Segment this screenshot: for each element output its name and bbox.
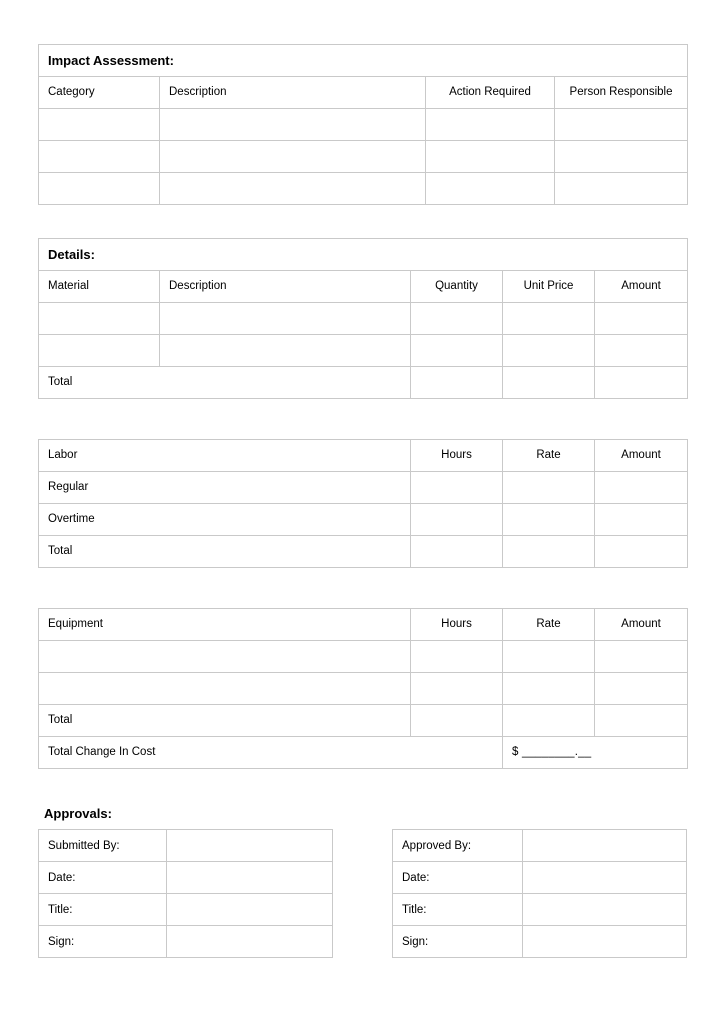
approvals-heading: Approvals: [44, 806, 112, 821]
column-header-description: Description [160, 77, 426, 109]
cell-hours[interactable] [411, 673, 503, 705]
equipment-total-rate[interactable] [503, 705, 595, 737]
cell-action-required[interactable] [426, 173, 555, 205]
column-header-labor: Labor [39, 440, 411, 472]
label-approved-title: Title: [393, 894, 523, 926]
column-header-hours: Hours [411, 440, 503, 472]
total-change-in-cost-value[interactable]: $ ________.__ [503, 737, 688, 769]
label-submitted-title: Title: [39, 894, 167, 926]
cell-description[interactable] [160, 141, 426, 173]
cell-amount[interactable] [595, 504, 688, 536]
cell-hours[interactable] [411, 472, 503, 504]
equipment-header-row [39, 609, 688, 641]
cell-material[interactable] [39, 303, 160, 335]
column-header-amount: Amount [595, 271, 688, 303]
value-submitted-date[interactable] [167, 862, 333, 894]
cell-hours[interactable] [411, 641, 503, 673]
value-submitted-title[interactable] [167, 894, 333, 926]
column-header-rate: Rate [503, 609, 595, 641]
equipment-total-amount[interactable] [595, 705, 688, 737]
label-submitted-by: Submitted By: [39, 830, 167, 862]
table-row [39, 141, 688, 173]
column-header-action-required: Action Required [426, 77, 555, 109]
table-row [39, 109, 688, 141]
table-row [393, 830, 687, 862]
labor-total-amount[interactable] [595, 536, 688, 568]
equipment-total-label: Total [39, 705, 411, 737]
cell-rate[interactable] [503, 472, 595, 504]
cell-category[interactable] [39, 109, 160, 141]
table-row [39, 173, 688, 205]
cell-unit-price[interactable] [503, 335, 595, 367]
table-row [39, 862, 333, 894]
cell-equipment[interactable] [39, 641, 411, 673]
value-approved-sign[interactable] [523, 926, 687, 958]
cell-equipment[interactable] [39, 673, 411, 705]
table-row [39, 894, 333, 926]
table-row [393, 926, 687, 958]
cell-action-required[interactable] [426, 109, 555, 141]
cell-amount[interactable] [595, 472, 688, 504]
approvals-submitted-table [38, 829, 333, 958]
table-row [39, 641, 688, 673]
column-header-category: Category [39, 77, 160, 109]
approvals-approved-table [392, 829, 687, 958]
details-table [38, 238, 688, 399]
table-row [39, 335, 688, 367]
cell-rate[interactable] [503, 504, 595, 536]
impact-assessment-table [38, 44, 688, 205]
details-total-amount[interactable] [595, 367, 688, 399]
column-header-person-responsible: Person Responsible [555, 77, 688, 109]
labor-total-hours[interactable] [411, 536, 503, 568]
details-total-quantity[interactable] [411, 367, 503, 399]
cell-rate[interactable] [503, 641, 595, 673]
cell-person-responsible[interactable] [555, 141, 688, 173]
label-approved-sign: Sign: [393, 926, 523, 958]
cell-quantity[interactable] [411, 335, 503, 367]
cell-category[interactable] [39, 173, 160, 205]
equipment-total-row [39, 705, 688, 737]
approvals-row [38, 829, 687, 958]
label-submitted-sign: Sign: [39, 926, 167, 958]
value-submitted-by[interactable] [167, 830, 333, 862]
column-header-hours: Hours [411, 609, 503, 641]
labor-total-row [39, 536, 688, 568]
label-approved-date: Date: [393, 862, 523, 894]
cell-category[interactable] [39, 141, 160, 173]
cell-amount[interactable] [595, 673, 688, 705]
labor-table [38, 439, 688, 568]
total-change-in-cost-row [39, 737, 688, 769]
table-row [39, 303, 688, 335]
details-total-unit-price[interactable] [503, 367, 595, 399]
cell-amount[interactable] [595, 335, 688, 367]
label-approved-by: Approved By: [393, 830, 523, 862]
impact-assessment-header-row [39, 77, 688, 109]
labor-row-label-overtime: Overtime [39, 504, 411, 536]
cell-description[interactable] [160, 173, 426, 205]
cell-amount[interactable] [595, 303, 688, 335]
cell-description[interactable] [160, 335, 411, 367]
details-title-row [39, 239, 688, 271]
cell-description[interactable] [160, 303, 411, 335]
table-row [39, 504, 688, 536]
labor-row-label-regular: Regular [39, 472, 411, 504]
section-spacer [38, 205, 687, 238]
column-header-amount: Amount [595, 609, 688, 641]
cell-person-responsible[interactable] [555, 109, 688, 141]
section-spacer [38, 568, 687, 608]
equipment-table [38, 608, 688, 769]
cell-quantity[interactable] [411, 303, 503, 335]
equipment-total-hours[interactable] [411, 705, 503, 737]
cell-amount[interactable] [595, 641, 688, 673]
column-header-unit-price: Unit Price [503, 271, 595, 303]
labor-total-label: Total [39, 536, 411, 568]
column-header-material: Material [39, 271, 160, 303]
details-section-title: Details: [39, 239, 688, 271]
cell-action-required[interactable] [426, 141, 555, 173]
section-spacer [38, 399, 687, 439]
cell-material[interactable] [39, 335, 160, 367]
cell-description[interactable] [160, 109, 426, 141]
value-approved-title[interactable] [523, 894, 687, 926]
column-header-quantity: Quantity [411, 271, 503, 303]
column-header-amount: Amount [595, 440, 688, 472]
cell-hours[interactable] [411, 504, 503, 536]
details-total-row [39, 367, 688, 399]
details-header-row [39, 271, 688, 303]
column-header-equipment: Equipment [39, 609, 411, 641]
table-row [39, 472, 688, 504]
value-approved-by[interactable] [523, 830, 687, 862]
label-submitted-date: Date: [39, 862, 167, 894]
value-approved-date[interactable] [523, 862, 687, 894]
impact-assessment-section-title: Impact Assessment: [39, 45, 688, 77]
cell-person-responsible[interactable] [555, 173, 688, 205]
section-spacer [38, 769, 687, 806]
total-change-in-cost-label: Total Change In Cost [39, 737, 503, 769]
table-row [39, 673, 688, 705]
table-row [393, 862, 687, 894]
impact-assessment-title-row [39, 45, 688, 77]
cell-rate[interactable] [503, 673, 595, 705]
column-header-description: Description [160, 271, 411, 303]
form-sheet [38, 44, 687, 958]
table-row [393, 894, 687, 926]
value-submitted-sign[interactable] [167, 926, 333, 958]
table-row [39, 926, 333, 958]
labor-header-row [39, 440, 688, 472]
cell-unit-price[interactable] [503, 303, 595, 335]
table-row [39, 830, 333, 862]
details-total-label: Total [39, 367, 411, 399]
column-header-rate: Rate [503, 440, 595, 472]
labor-total-rate[interactable] [503, 536, 595, 568]
